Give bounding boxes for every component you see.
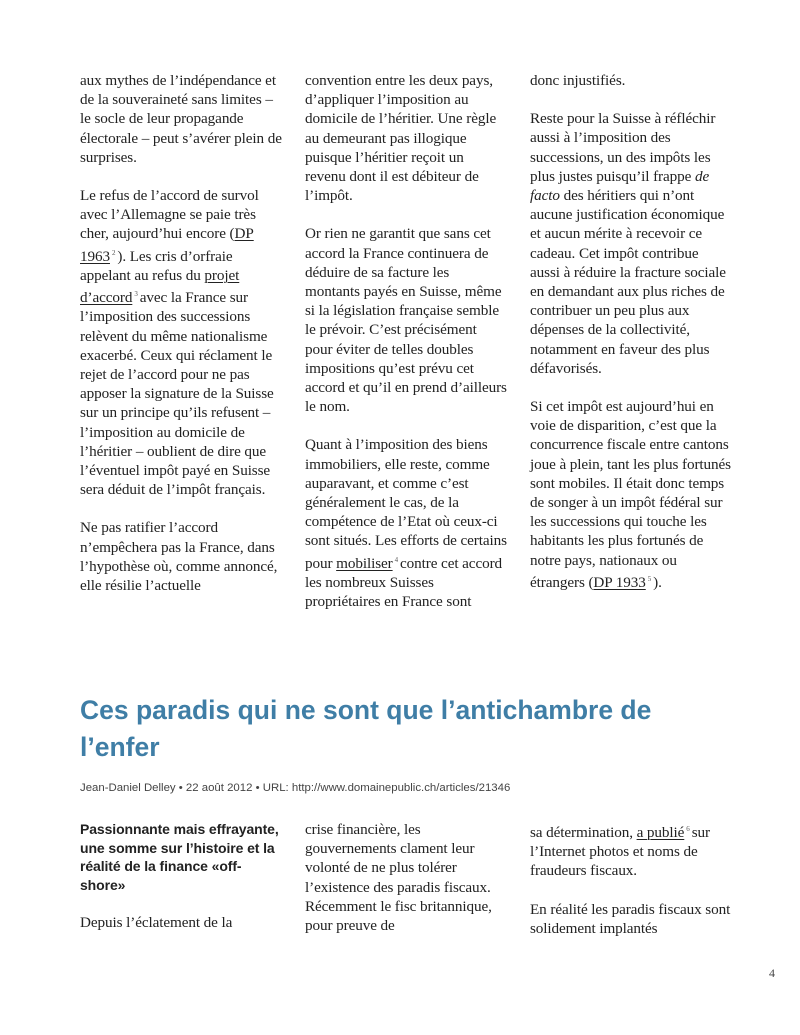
link-dp-1963[interactable]: DP 1963 — [80, 225, 254, 265]
paragraph: Ne pas ratifier l’accord n’empêchera pas la France, dans l’hypothèse où, comme annoncé, elle résilie l’actuelle — [80, 519, 278, 594]
link-projet-accord[interactable]: projet d’accord — [80, 266, 240, 307]
text: Si cet impôt est aujourd’hui en voie de disparition, c’est que la concurrence fiscale entre cantons joue à plein, tant les plus fortunés sont mobiles. Il était donc temps de songer à un impôt fédéral sur les successions qui touche les habitants les plus fortunés de notre pays, nationaux ou étrangers ( — [530, 398, 731, 591]
paragraph: donc injustifiés. — [530, 72, 626, 89]
footnote-marker[interactable]: 2 — [111, 248, 116, 257]
page-number: 4 — [769, 966, 775, 980]
text: contre cet accord les nombreux Suisses propriétaires en France sont — [305, 554, 503, 611]
text: des héritiers qui n’ont aucune justification économique et aucun mérite à recevoir ce cadeau. Cet impôt contribue aussi à réduire la fracture sociale en demandant aux plus riches de contribuer un peu plus aux dépenses de la collectivité, notamment en faveur des plus défavorisés. — [530, 187, 726, 377]
paragraph — [530, 397, 732, 592]
paragraph: aux mythes de l’indépendance et de la souveraineté sans limites – le socle de leur propagande électorale – peut s’avérer plein de surprises. — [80, 72, 282, 166]
link-mobiliser[interactable]: mobiliser — [336, 554, 393, 572]
link-a-publie[interactable]: a publié — [636, 824, 685, 842]
paragraph: En réalité les paradis fiscaux sont solidement implantés — [530, 900, 731, 937]
article-title: Ces paradis qui ne sont que l’antichambre de l’enfer — [80, 695, 652, 762]
article2-column-2 — [305, 820, 507, 954]
paragraph: convention entre les deux pays, d’appliquer l’imposition au domicile de l’héritier. Une règle au demeurant pas illogique puisque l’héritier reçoit un revenu dont il est débiteur de l’impôt. — [305, 72, 497, 205]
text: sa détermination, — [530, 824, 637, 842]
footnote-marker[interactable]: 6 — [686, 825, 690, 833]
text: sur l’Internet photos et noms de fraudeurs fiscaux. — [530, 824, 710, 880]
footnote-marker[interactable]: 5 — [647, 574, 652, 583]
paragraph: Or rien ne garantit que sans cet accord la France continuera de déduire de sa facture les montants payés en Suisse, même si la législation française semble le prévoir. C’est précisément pour éviter de telles doubles impositions qu’est prévu cet accord et qu’il en prend d’ailleurs le nom. — [305, 225, 507, 416]
paragraph — [305, 435, 507, 611]
text: avec la France sur l’imposition des successions relèvent du même nationalisme exacerbé. Ceux qui réclament le rejet de l’accord pour ne pas apposer la signature de la Suisse sur un principe qu’ils refusent – l’imposition au domicile de l’héritier – oublient de dire que l’éventuel impôt payé en Suisse sera déduit de l’impôt français. — [80, 289, 274, 499]
text: ). Les cris d’orfraie appelant au refus du — [80, 247, 233, 284]
paragraph: crise financière, les gouvernements clament leur volonté de ne plus tolérer l’existence des paradis fiscaux. Récemment le fisc britannique, pour preuve de — [305, 821, 492, 935]
article1-column-2 — [305, 71, 507, 630]
paragraph — [530, 109, 732, 378]
article-lead: Passionnante mais effrayante, une somme sur l’histoire et la réalité de la finance «off-shore» — [80, 821, 279, 893]
article2-column-1 — [80, 820, 282, 951]
footnote-marker[interactable]: 4 — [394, 555, 399, 564]
text: Quant à l’imposition des biens immobiliers, elle reste, comme auparavant, et comme c’est généralement le cas, de la compétence de l’Etat où ceux-ci sont situés. Les efforts de certains pour — [305, 436, 507, 572]
paragraph: Depuis l’éclatement de la — [80, 914, 233, 931]
text: Le refus de l’accord de survol avec l’Allemagne se paie très cher, aujourd’hui encore ( — [80, 187, 259, 243]
article-byline: Jean-Daniel Delley • 22 août 2012 • URL: http://www.domainepublic.ch/articles/21346 — [80, 782, 511, 794]
paragraph — [80, 186, 282, 499]
article1-column-3 — [530, 71, 732, 611]
article2-column-3 — [530, 820, 732, 957]
article1-column-1 — [80, 71, 282, 614]
text: Reste pour la Suisse à réfléchir aussi à l’imposition des successions, un des impôts les plus justes puisqu’il frappe — [530, 110, 716, 185]
text: ). — [653, 573, 662, 591]
paragraph — [530, 820, 732, 881]
emphasis: de facto — [530, 167, 710, 205]
footnote-marker[interactable]: 3 — [134, 290, 138, 299]
link-dp-1933[interactable]: DP 1933 — [593, 573, 646, 591]
